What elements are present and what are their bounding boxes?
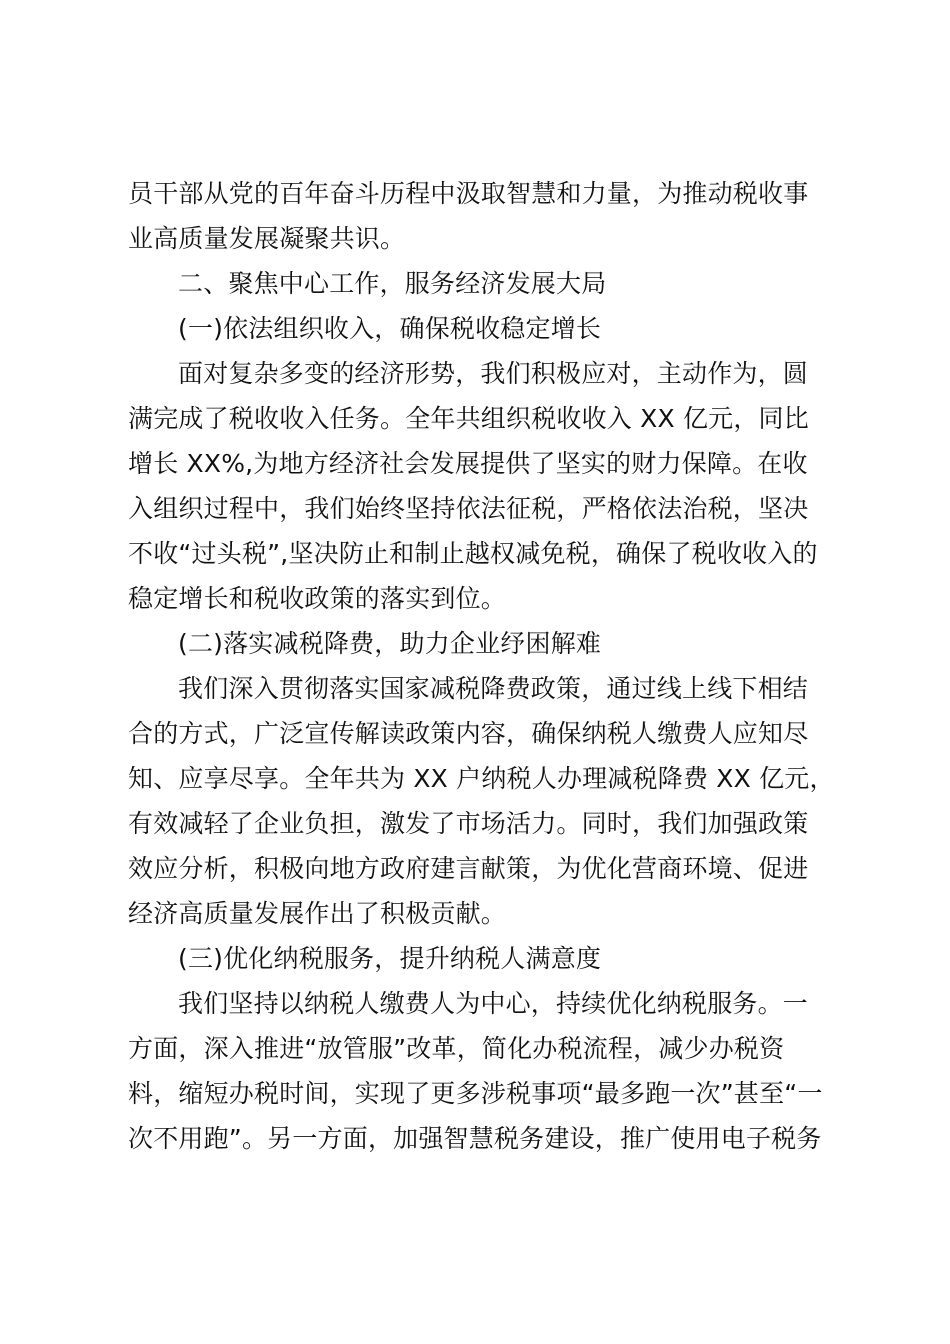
- text-line: 不收“过头税”,坚决防止和制止越权减免税，确保了税收收入的: [128, 539, 818, 568]
- text-line: 料，缩短办税时间，实现了更多涉税事项“最多跑一次”甚至“一: [128, 1079, 823, 1108]
- text-line: 合的方式，广泛宣传解读政策内容，确保纳税人缴费人应知尽: [128, 719, 809, 748]
- text-line: 知、应享尽享。全年共为 XX 户纳税人办理减税降费 XX 亿元，: [128, 764, 835, 793]
- text-line: 经济高质量发展作出了积极贡献。: [128, 899, 507, 928]
- text-line: 稳定增长和税收政策的落实到位。: [128, 584, 507, 613]
- text-line: 效应分析，积极向地方政府建言献策，为优化营商环境、促进: [128, 854, 809, 883]
- text-line: 方面，深入推进“放管服”改革，简化办税流程，减少办税资: [128, 1034, 785, 1063]
- text-line: 有效减轻了企业负担，激发了市场活力。同时，我们加强政策: [128, 809, 809, 838]
- subsection-heading: (一)依法组织收入，确保税收稳定增长: [178, 314, 602, 343]
- text-line: 次不用跑”。另一方面，加强智慧税务建设，推广使用电子税务: [128, 1124, 822, 1153]
- text-line: 增长 XX%,为地方经济社会发展提供了坚实的财力保障。在收: [128, 449, 808, 478]
- subsection-heading: (三)优化纳税服务，提升纳税人满意度: [178, 944, 602, 973]
- text-line: 业高质量发展凝聚共识。: [128, 224, 406, 253]
- text-line: 满完成了税收收入任务。全年共组织税收收入 XX 亿元，同比: [128, 404, 809, 433]
- text-line: 我们深入贯彻落实国家减税降费政策，通过线上线下相结: [178, 674, 809, 703]
- section-heading: 二、聚焦中心工作，服务经济发展大局: [178, 269, 607, 298]
- subsection-heading: (二)落实减税降费，助力企业纾困解难: [178, 629, 602, 658]
- text-line: 员干部从党的百年奋斗历程中汲取智慧和力量，为推动税收事: [128, 179, 809, 208]
- text-line: 面对复杂多变的经济形势，我们积极应对，主动作为，圆: [178, 359, 809, 388]
- text-line: 我们坚持以纳税人缴费人为中心，持续优化纳税服务。一: [178, 989, 809, 1018]
- text-line: 入组织过程中，我们始终坚持依法征税，严格依法治税，坚决: [128, 494, 809, 523]
